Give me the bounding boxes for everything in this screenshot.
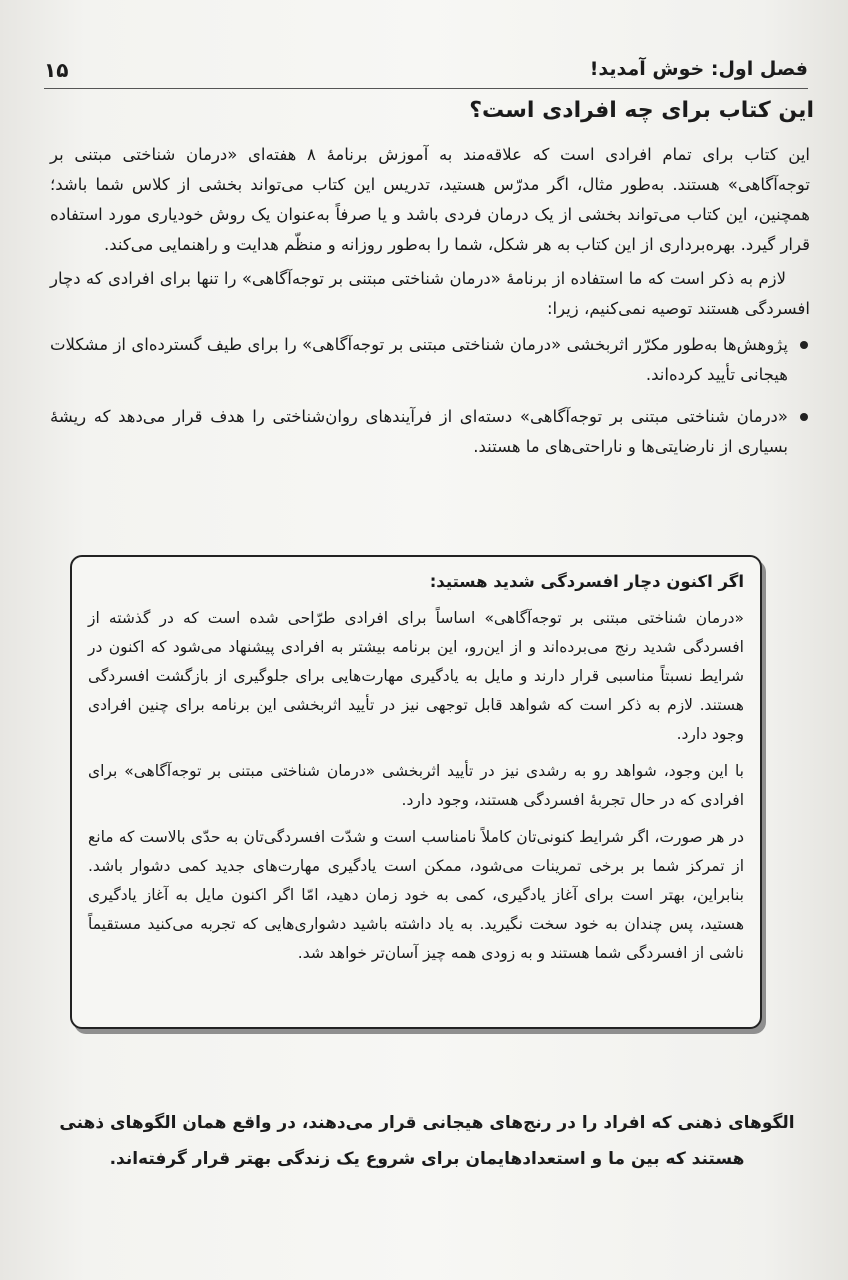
list-item-text: پژوهش‌ها به‌طور مکرّر اثربخشی «درمان شناختی مبتنی بر توجه‌آگاهی» را برای طیف گسترده‌ای از مشکلات هیجانی تأیید کرده‌اند. <box>50 335 788 384</box>
depression-note-box <box>70 555 762 1029</box>
note-box-paragraph: در هر صورت، اگر شرایط کنونی‌تان کاملاً نامناسب است و شدّت افسردگی‌تان به حدّی بالاست که مانع از تمرکز شما بر برخی تمرینات می‌شود، ممکن است یادگیری مهارت‌های جدید کمی دشوار باشد. بنابراین، بهتر است برای آغاز یادگیری، کمی به خود زمان دهید، امّا اگر اکنون مایل به آغاز یادگیری هستید، پس چندان به خود سخت نگیرید. به یاد داشته باشید دشواری‌هایی که تجربه می‌کنید مستقیماً ناشی از افسردگی شما هستند و به زودی همه چیز آسان‌تر خواهد شد. <box>88 828 744 962</box>
pull-quote: الگوهای ذهنی که افراد را در رنج‌های هیجانی قرار می‌دهند، در واقع همان الگوهای ذهنی هستند که بین ما و استعدادهایمان برای شروع یک زندگی بهتر قرار گرفته‌اند. <box>59 1113 795 1169</box>
reasons-list <box>50 330 810 462</box>
page-header <box>44 58 808 92</box>
note-box-title: اگر اکنون دچار افسردگی شدید هستید: <box>429 572 744 591</box>
bullet-icon <box>800 413 808 421</box>
header-divider <box>44 88 808 89</box>
list-item <box>50 330 810 390</box>
note-box-paragraph: با این وجود، شواهد رو به رشدی نیز در تأیید اثربخشی «درمان شناختی مبتنی بر توجه‌آگاهی» برای افرادی که در حال تجربهٔ افسردگی هستند، وجود دارد. <box>88 762 744 809</box>
bullet-icon <box>800 341 808 349</box>
chapter-title: فصل اول: خوش آمدید! <box>589 58 808 80</box>
body-text <box>50 140 810 474</box>
note-paragraph: لازم به ذکر است که ما استفاده از برنامهٔ «درمان شناختی مبتنی بر توجه‌آگاهی» را تنها برای افرادی که دچار افسردگی هستند توصیه نمی‌کنیم، زیرا: <box>50 269 810 318</box>
list-item <box>50 402 810 462</box>
page-number: ۱۵ <box>44 58 69 82</box>
list-item-text: «درمان شناختی مبتنی بر توجه‌آگاهی» دسته‌ای از فرآیندهای روان‌شناختی را هدف قرار می‌دهد که ریشهٔ بسیاری از نارضایتی‌ها و ناراحتی‌های ما هستند. <box>50 407 788 456</box>
intro-paragraph: این کتاب برای تمام افرادی است که علاقه‌مند به آموزش برنامهٔ ۸ هفته‌ای «درمان شناختی مبتنی بر توجه‌آگاهی» هستند. به‌طور مثال، اگر مدرّس هستید، تدریس این کتاب می‌تواند بخشی از کلاس شما باشد؛ همچنین، این کتاب می‌تواند بخشی از یک درمان فردی باشد و یا صرفاً به‌عنوان یک روش خودیاری مورد استفاده قرار گیرد. بهره‌برداری از این کتاب به هر شکل، شما را به‌طور روزانه و منظّم هدایت و راهنمایی می‌کند. <box>50 145 810 254</box>
note-box-paragraph: «درمان شناختی مبتنی بر توجه‌آگاهی» اساساً برای افرادی طرّاحی شده است که در گذشته از افسردگی شدید رنج می‌برده‌اند و از این‌رو، این برنامه بیشتر به افرادی پیشنهاد می‌شود که اکنون در شرایط نسبتاً مناسبی قرار دارند و مایل به یادگیری مهارت‌هایی برای جلوگیری از بازگشت افسردگی هستند. لازم به ذکر است که شواهد قابل توجهی نیز در تأیید اثربخشی این برنامه برای چنین افرادی وجود دارد. <box>88 609 744 743</box>
section-heading: این کتاب برای چه افرادی است؟ <box>469 98 814 123</box>
